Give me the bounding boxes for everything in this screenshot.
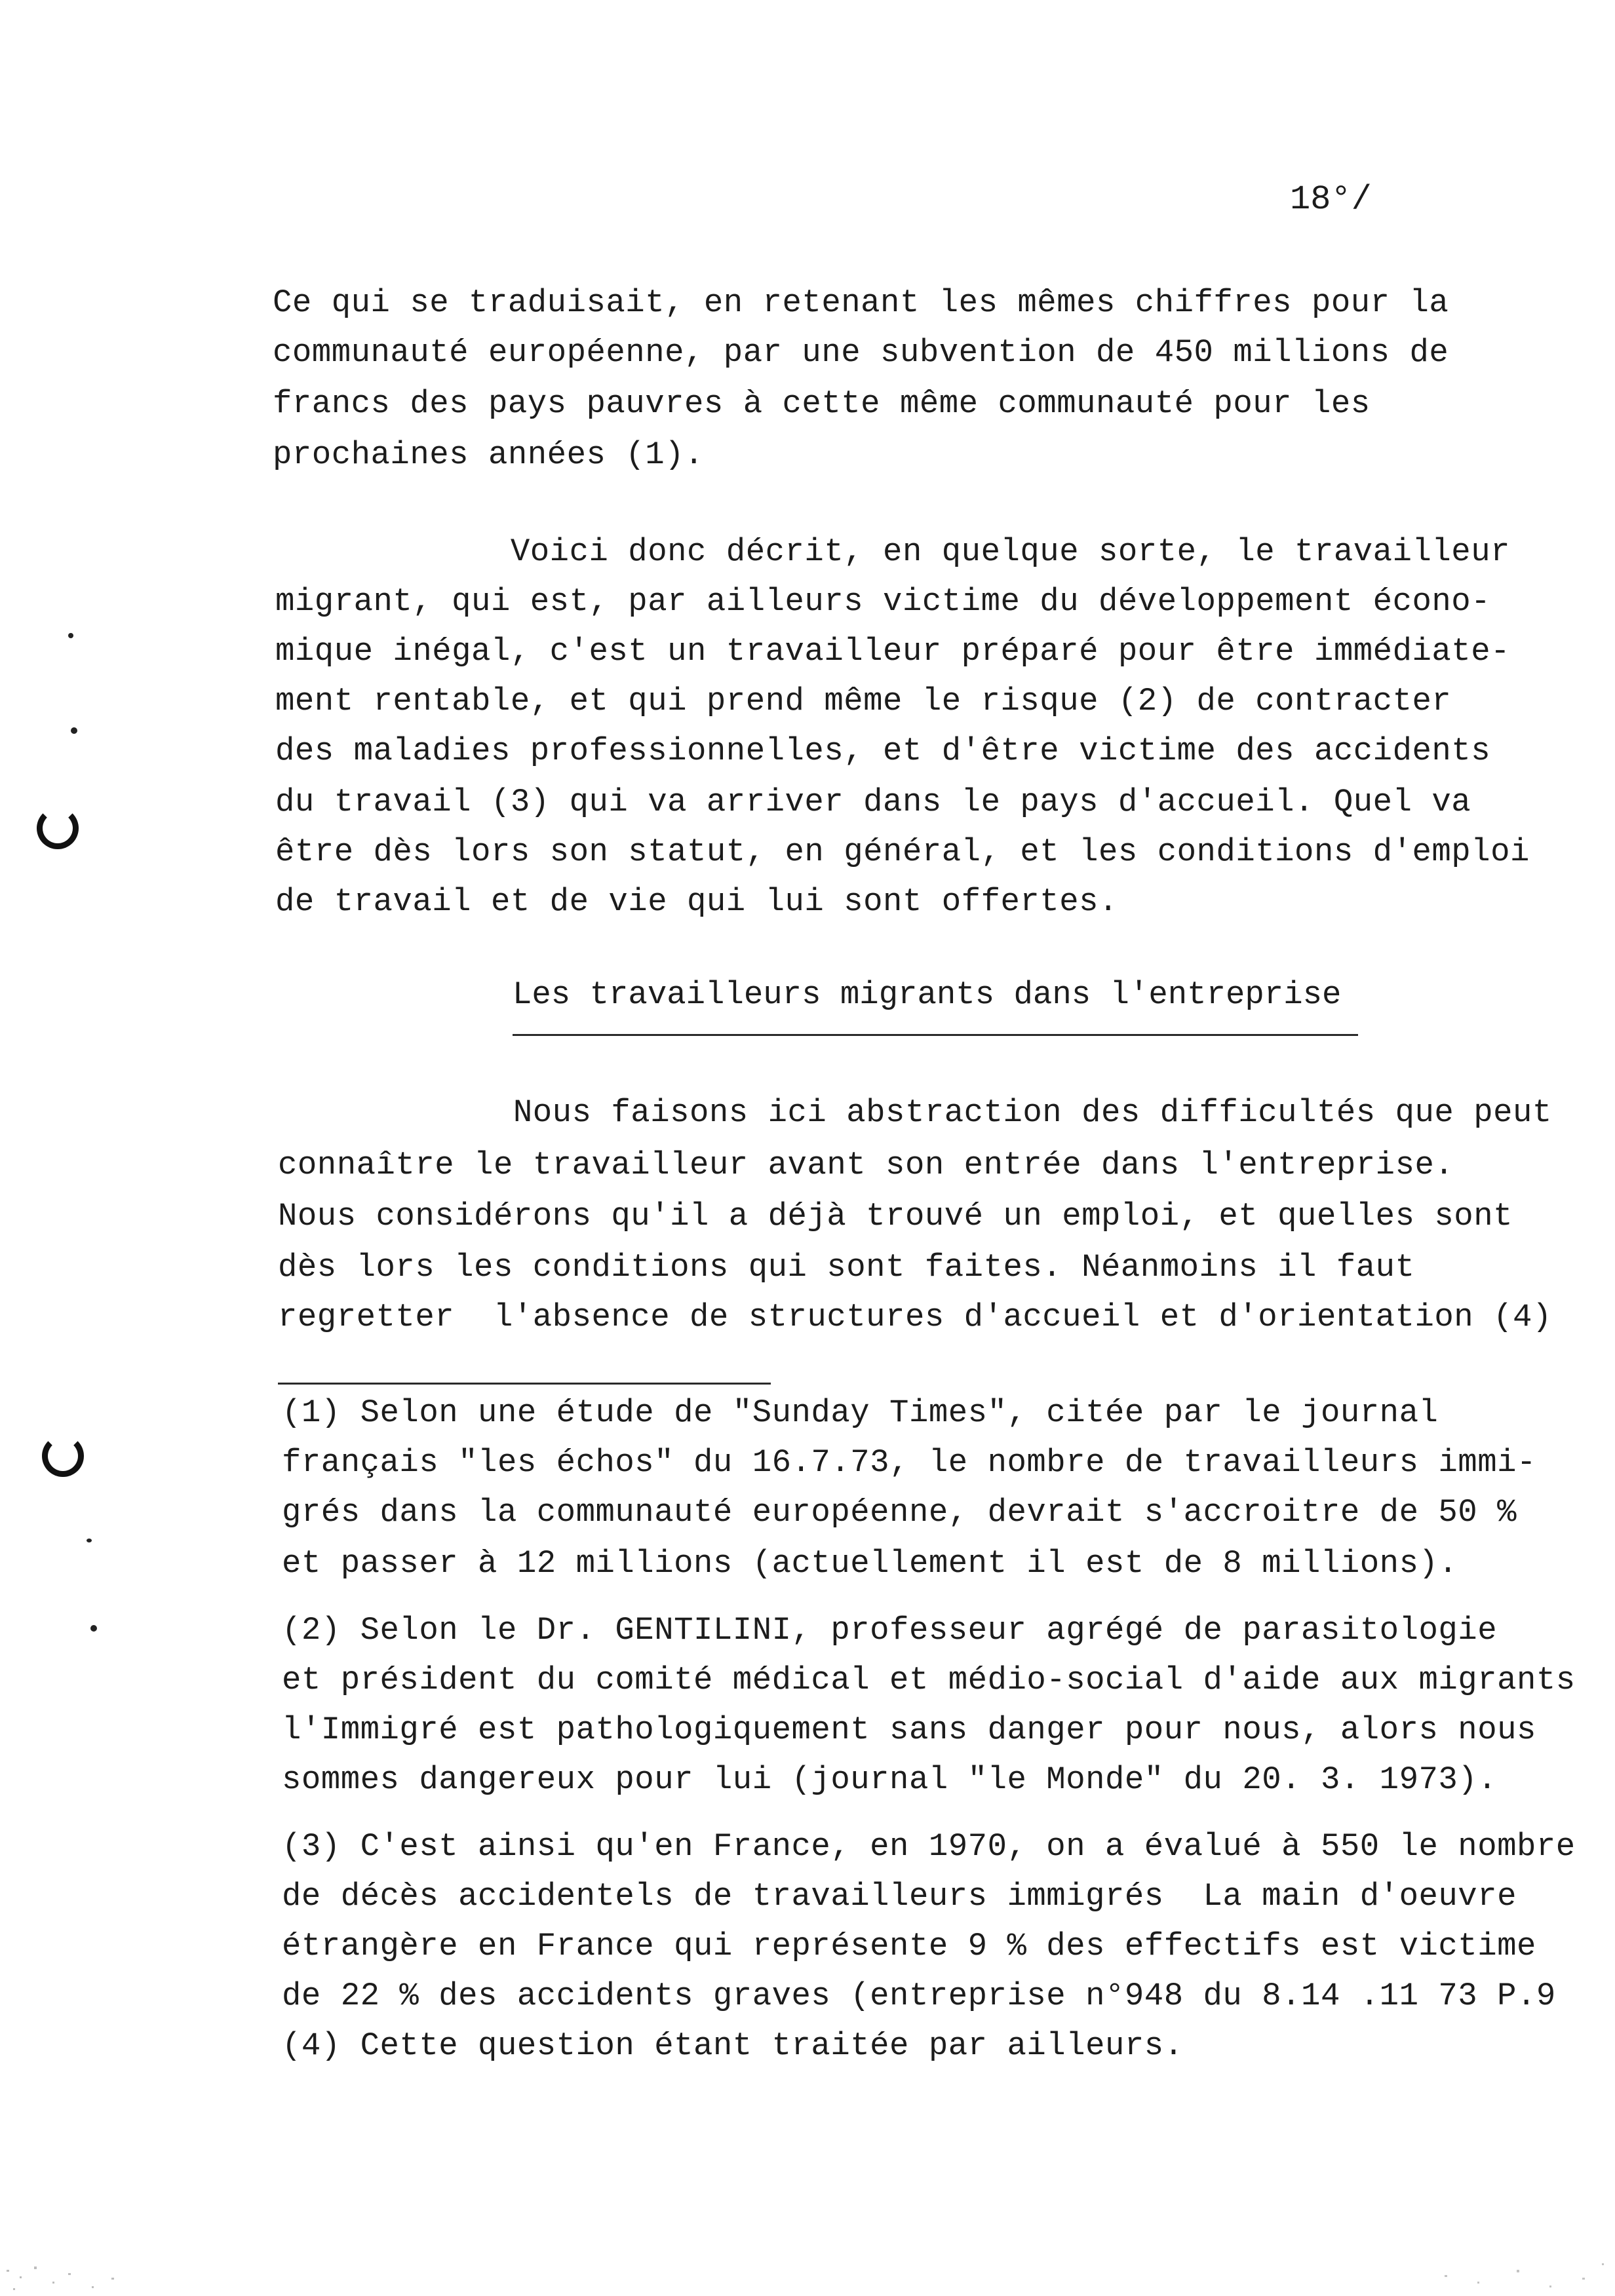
paragraph-2-line: être dès lors son statut, en général, et les conditions d'emploi: [275, 833, 1530, 870]
paragraph-3-line: dès lors les conditions qui sont faites. Néanmoins il faut: [278, 1249, 1415, 1286]
scan-speck: [68, 633, 73, 638]
paragraph-1-line: francs des pays pauvres à cette même communauté pour les: [273, 385, 1371, 422]
binder-hole-mark: [42, 1435, 84, 1477]
footnote-2-line: (2) Selon le Dr. GENTILINI, professeur agrégé de parasitologie: [282, 1612, 1498, 1649]
section-heading: Les travailleurs migrants dans l'entreprise: [513, 976, 1342, 1013]
paragraph-2-line: ment rentable, et qui prend même le risque (2) de contracter: [275, 683, 1452, 719]
footnote-1-line: et passer à 12 millions (actuellement il est de 8 millions).: [282, 1545, 1458, 1582]
scan-noise-right: [1418, 2204, 1615, 2296]
paragraph-1-line: prochaines années (1).: [273, 436, 704, 473]
paragraph-2-line: migrant, qui est, par ailleurs victime du développement écono-: [275, 583, 1491, 620]
footnote-1-line: français "les échos" du 16.7.73, le nombre de travailleurs immi-: [282, 1444, 1536, 1481]
scan-speck: [90, 1625, 97, 1632]
footnote-1-line: grés dans la communauté européenne, devrait s'accroitre de 50 %: [282, 1494, 1517, 1531]
paragraph-3-line: Nous faisons ici abstraction des difficultés que peut: [278, 1094, 1552, 1131]
scan-speck: [87, 1539, 92, 1542]
footnote-1-line: (1) Selon une étude de "Sunday Times", citée par le journal: [282, 1394, 1439, 1431]
scan-noise-left: [0, 2204, 170, 2296]
paragraph-3-line: regretter l'absence de structures d'accueil et d'orientation (4): [278, 1299, 1552, 1335]
footnote-separator: [278, 1383, 771, 1385]
paragraph-2-line: des maladies professionnelles, et d'être victime des accidents: [275, 733, 1491, 769]
paragraph-2-line: mique inégal, c'est un travailleur préparé pour être immédiate-: [275, 633, 1511, 670]
paragraph-2-line: Voici donc décrit, en quelque sorte, le travailleur: [275, 533, 1511, 570]
paragraph-2-line: du travail (3) qui va arriver dans le pays d'accueil. Quel va: [275, 784, 1471, 820]
page-number: 18°/: [1290, 180, 1372, 219]
paragraph-3-line: connaître le travailleur avant son entrée dans l'entreprise.: [278, 1147, 1454, 1183]
binder-hole-mark: [37, 807, 79, 849]
footnote-2-line: l'Immigré est pathologiquement sans danger pour nous, alors nous: [282, 1712, 1536, 1748]
footnote-3-line: de décès accidentels de travailleurs immigrés La main d'oeuvre: [282, 1878, 1517, 1915]
footnote-3-line: (3) C'est ainsi qu'en France, en 1970, on a évalué à 550 le nombre: [282, 1828, 1576, 1865]
heading-underline: [513, 1034, 1358, 1036]
paragraph-3-line: Nous considérons qu'il a déjà trouvé un emploi, et quelles sont: [278, 1198, 1513, 1234]
footnote-4-line: (4) Cette question étant traitée par ailleurs.: [282, 2027, 1184, 2064]
footnote-2-line: sommes dangereux pour lui (journal "le Monde" du 20. 3. 1973).: [282, 1761, 1498, 1798]
paragraph-1-line: Ce qui se traduisait, en retenant les mêmes chiffres pour la: [273, 284, 1449, 321]
footnote-3-line: étrangère en France qui représente 9 % des effectifs est victime: [282, 1928, 1536, 1964]
footnote-3-line: de 22 % des accidents graves (entreprise n°948 du 8.14 .11 73 P.9: [282, 1978, 1556, 2014]
scan-speck: [71, 727, 77, 734]
paragraph-2-line: de travail et de vie qui lui sont offertes.: [275, 883, 1118, 920]
footnote-2-line: et président du comité médical et médio-social d'aide aux migrants: [282, 1662, 1576, 1698]
paragraph-1-line: communauté européenne, par une subvention de 450 millions de: [273, 334, 1449, 371]
